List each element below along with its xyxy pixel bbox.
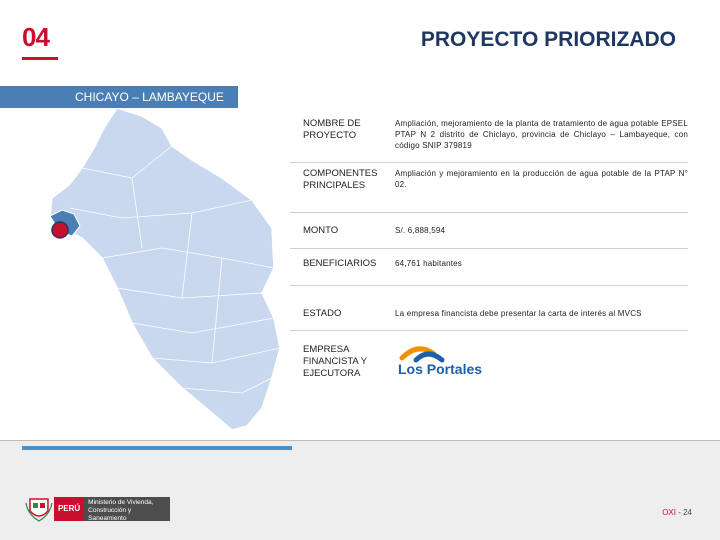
footer [0, 441, 720, 540]
row-divider [290, 285, 688, 286]
row-label: COMPONENTES PRINCIPALES [303, 168, 378, 191]
row-value: Ampliación, mejoramiento de la planta de tratamiento de agua potable EPSEL PTAP N 2 distrito de Chiclayo, provincia de Chiclayo – Lambayeque, con código SNIP 379819 [395, 119, 688, 150]
row-estado [290, 308, 688, 320]
peru-map-shape [50, 108, 280, 430]
row-label: BENEFICIARIOS [303, 258, 377, 269]
slide-number-underline [22, 57, 58, 60]
page-title: PROYECTO PRIORIZADO [420, 28, 676, 51]
ministry-logo [24, 495, 170, 523]
row-label: ESTADO [303, 308, 342, 319]
row-value: Ampliación y mejoramiento en la producción de agua potable de la PTAP N° 02. [395, 169, 688, 189]
row-divider [290, 212, 688, 213]
row-divider [290, 248, 688, 249]
row-divider [290, 330, 688, 331]
page-number: 24 [683, 508, 692, 517]
row-label: NOMBRE DE PROYECTO [303, 118, 361, 141]
row-nombre-proyecto [290, 118, 688, 151]
peru-map [22, 108, 292, 438]
page-reference [662, 508, 692, 517]
row-beneficiarios [290, 258, 688, 270]
row-value: 64,761 habitantes [395, 259, 463, 268]
peru-label: PERÚ [54, 497, 84, 521]
row-componentes [290, 168, 688, 192]
footer-accent-bar [22, 446, 292, 450]
coat-of-arms-icon [24, 495, 54, 523]
los-portales-logo [398, 340, 508, 380]
page-code: OXI [662, 508, 676, 517]
row-label: EMPRESA FINANCISTA Y EJECUTORA [303, 344, 367, 379]
region-banner: CHICAYO – LAMBAYEQUE [0, 86, 238, 108]
row-value: S/. 6,888,594 [395, 226, 446, 235]
los-portales-logo-text: Los Portales [398, 361, 483, 377]
location-marker-icon [52, 222, 68, 238]
row-value: La empresa financista debe presentar la carta de interés al MVCS [395, 309, 642, 318]
row-label: MONTO [303, 225, 339, 236]
ministry-name: Ministerio de Vivienda, Construcción y Saneamiento [84, 497, 170, 521]
page-separator: - [675, 508, 684, 517]
row-monto [290, 225, 688, 237]
row-divider [290, 162, 688, 163]
slide-number: 04 [22, 22, 49, 52]
